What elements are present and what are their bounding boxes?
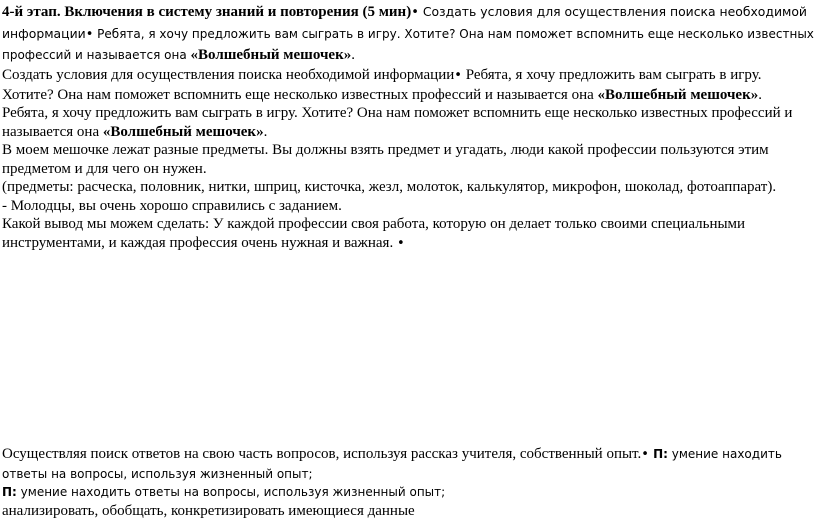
paragraph-game-offer (2, 104, 814, 141)
cognitive-skill-text: умение находить ответы на вопросы, используя жизненный опыт; (2, 447, 782, 481)
paragraph-stage-heading (2, 1, 814, 66)
cognitive-label: П: (2, 485, 17, 499)
magic-bag-title: «Волшебный мешочек» (103, 124, 264, 140)
bullet-icon: • (641, 447, 649, 462)
paragraph-goal-repeat (2, 66, 814, 104)
game-offer-text: Ребята, я хочу предложить вам сыграть в игру. Хотите? Она нам поможет вспомнить еще несколько известных профессий и называется она (2, 105, 792, 140)
blank-space (2, 253, 814, 445)
period: . (758, 87, 762, 103)
bullet-icon: • (86, 27, 94, 42)
stage-heading: 4-й этап. Включения в систему знаний и повторения (5 мин) (2, 4, 411, 20)
paragraph-items-list: (предметы: расческа, половник, нитки, шприц, кисточка, жезл, молоток, калькулятор, микрофон, шоколад, фотоаппарат). (2, 178, 814, 197)
paragraph-bag-rules: В моем мешочке лежат разные предметы. Вы должны взять предмет и угадать, люди какой профессии пользуются этим предметом и для чего он нужен. (2, 141, 814, 178)
bullet-icon: • (454, 68, 462, 83)
goal-text: Создать условия для осуществления поиска необходимой информации (2, 67, 454, 83)
paragraph-analyze: анализировать, обобщать, конкретизировать имеющиеся данные (2, 502, 814, 520)
goal-text: Создать условия для осуществления поиска необходимой информации (2, 4, 807, 41)
game-offer-text: Ребята, я хочу предложить вам сыграть в игру. Хотите? Она нам поможет вспомнить еще несколько известных профессий и называется она (2, 67, 761, 103)
cognitive-label: П: (649, 447, 668, 461)
game-offer-text: Ребята, я хочу предложить вам сыграть в игру. Хотите? Она нам поможет вспомнить еще несколько известных профессий и называется она (2, 27, 814, 62)
period: . (264, 124, 268, 140)
period: . (351, 47, 355, 63)
bullet-icon: • (397, 236, 405, 251)
bullet-icon: • (411, 5, 419, 20)
search-answers-text: Осуществляя поиск ответов на свою часть вопросов, используя рассказ учителя, собственный опыт. (2, 446, 641, 462)
paragraph-search-answers (2, 445, 814, 483)
conclusion-text: Какой вывод мы можем сделать: У каждой профессии своя работа, которую он делает только своими специальными инструментами, и каждая профессия очень нужная и важная. (2, 216, 745, 251)
paragraph-cognitive-skill (2, 483, 814, 502)
magic-bag-title: «Волшебный мешочек» (598, 87, 759, 103)
magic-bag-title: «Волшебный мешочек» (191, 47, 352, 63)
cognitive-skill-text: умение находить ответы на вопросы, используя жизненный опыт; (17, 485, 445, 499)
paragraph-conclusion (2, 215, 814, 253)
document-body (2, 1, 814, 520)
paragraph-praise: - Молодцы, вы очень хорошо справились с заданием. (2, 197, 814, 216)
